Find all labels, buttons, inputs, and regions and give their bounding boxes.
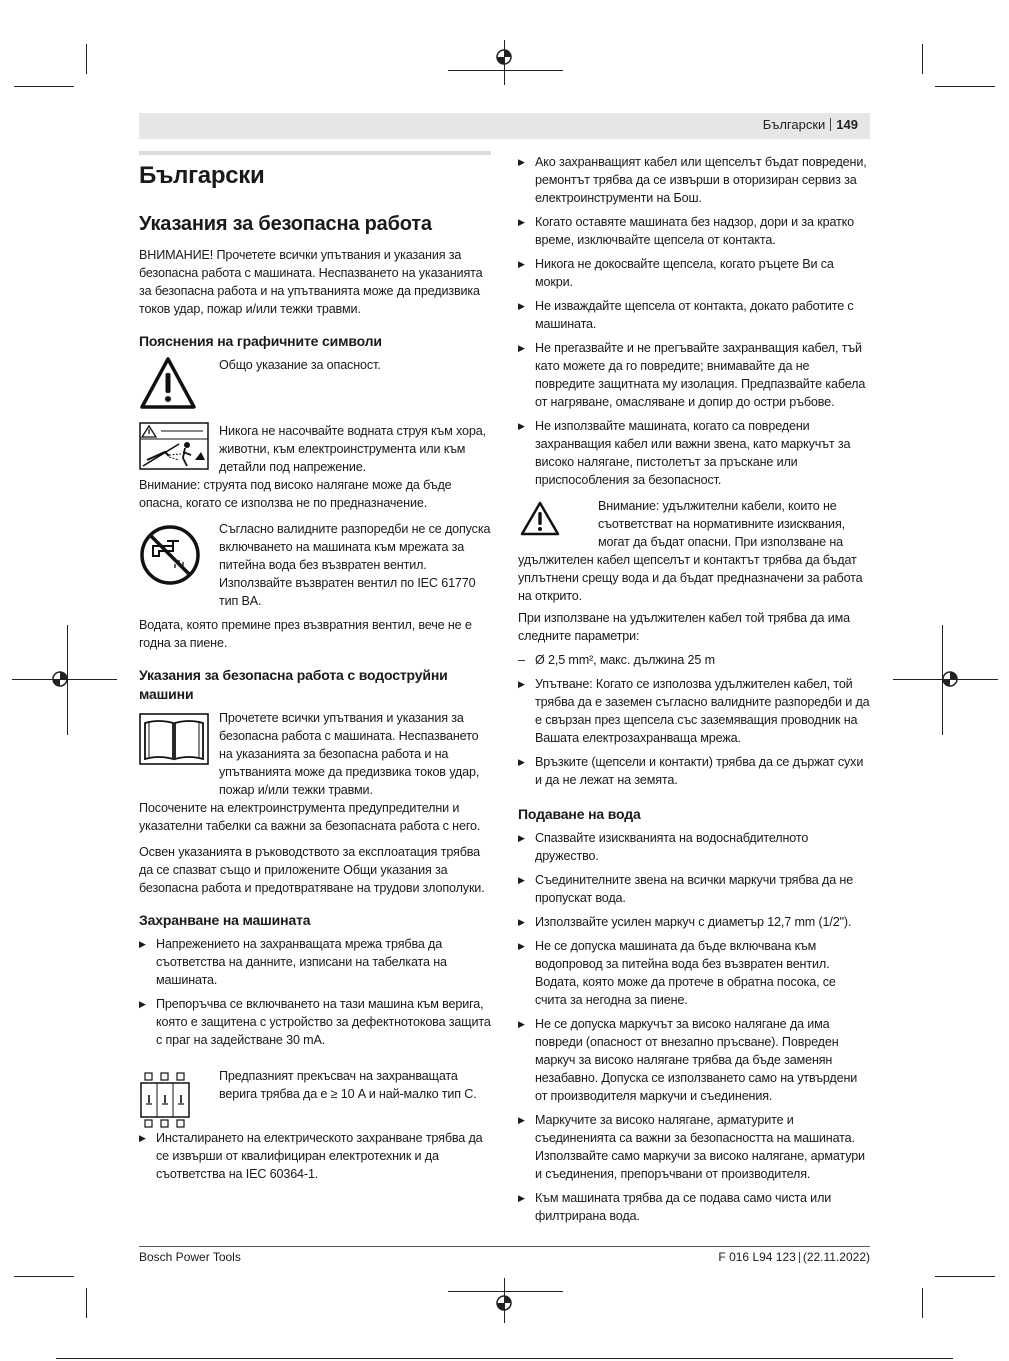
page-number: 149 — [836, 117, 858, 132]
page-header-text — [763, 117, 858, 132]
list-item: ▶ Съединителните звена на всички маркучи трябва да не пропускат вода. — [518, 871, 870, 907]
crop-mark — [922, 1288, 923, 1318]
intro-paragraph: ВНИМАНИЕ! Прочетете всички упътвания и указания за безопасна работа с машината. Неспазването на указанията за безопасна работа и на упътванията може да предизвика токов удар, пожар и/или тежки травми. — [139, 248, 483, 316]
list-item: ▶ Когато оставяте машината без надзор, дори и за кратко време, изключвайте щепсела от контакта. — [518, 213, 870, 249]
extension-params-intro: При използване на удължителен кабел той трябва да има следните параметри: — [518, 611, 850, 643]
read-manual-icon — [139, 713, 209, 765]
crop-mark — [448, 1291, 563, 1292]
crop-mark — [935, 86, 995, 87]
no-spray-at-people-icon — [139, 422, 209, 470]
symbol-tap-text: Съгласно валидните разпоредби не се допуска включването на машината към мрежата за питейна вода без възвратен вентил. Използвайте възвратен вентил по IEC 61770 тип BA. — [219, 522, 491, 608]
section-title: Указания за безопасна работа — [139, 213, 432, 235]
symbol-book-text: Прочетете всички упътвания и указания за безопасна работа с машината. Неспазването на указанията за безопасна работа и на упътванията може да предизвика токов удар, пожар и/или тежки травми. — [219, 711, 480, 797]
list-item: ▶ Спазвайте изискванията на водоснабдителното дружество. — [518, 829, 870, 865]
warning-triangle-icon — [139, 356, 197, 411]
registration-mark-icon — [941, 670, 959, 688]
list-item: ▶ Маркучите за високо налягане, арматурите и съединенията са важни за безопасността на машината. Използвайте само маркучи за високо налягане, арматури и съединения, препоръчвани от производителя. — [518, 1111, 870, 1183]
list-item: ▶ Препоръчва се включването на тази машина към верига, която е защитена с устройство за дефектнотокова защита с праг на задействане 30 mA. — [139, 995, 492, 1049]
list-item: ▶ Напрежението на захранващата мрежа трябва да съответства на данните, изписани на табелката на машината. — [139, 935, 492, 989]
extension-warning-continued: удължителен кабел щепселът и контактът трябва да бъдат уплътнени срещу вода и да бъдат предназначени за работа на открито. — [518, 553, 863, 603]
jet-warning: Внимание: струята под високо налягане може да бъде опасна, когато се използва не по предназначение. — [139, 478, 452, 510]
symbol-danger-text: Общо указание за опасност. — [219, 358, 381, 372]
footer-publisher: Bosch Power Tools — [139, 1250, 241, 1264]
list-item: ▶ Използвайте усилен маркуч с диаметър 12,7 mm (1/2"). — [518, 913, 870, 931]
list-item: ▶ Не използвайте машината, когато са повредени захранващия кабел или важни звена, като маркучът за високо налягане, пистолетът за пръскане или приспособления за безопасност. — [518, 417, 870, 489]
list-item: ▶ Ако захранващият кабел или щепселът бъдат повредени, ремонтът трябва да се извърши в оторизиран сервиз за електроинструменти на Бош. — [518, 153, 870, 207]
list-item: ▶ Връзките (щепсели и контакти) трябва да се държат сухи и да не лежат на земята. — [518, 753, 870, 789]
symbol-breaker-row — [139, 1067, 492, 1129]
circuit-breaker-icon — [139, 1071, 191, 1129]
water-supply-heading: Подаване на вода — [518, 806, 641, 822]
crop-mark — [14, 86, 74, 87]
list-item: ▶ Не изваждайте щепсела от контакта, докато работите с машината. — [518, 297, 870, 333]
list-item: ▶ Не прегазвайте и не прегъвайте захранващия кабел, тъй като можете да го повредите; внимавайте да не повредите защитната му изолация. Предпазвайте кабела от нагряване, омасляване и допир до остри ръбове. — [518, 339, 870, 411]
list-item: ▶ Не се допуска маркучът за високо налягане да има повреди (опасност от внезапно пръсване). Повреден маркуч за високо налягане трябва да бъде заменян незабавно. Допуска се използването само на утвърдени от производителя маркучи и съединения. — [518, 1015, 870, 1105]
footer-doc-code: F 016 L94 123 — [718, 1250, 796, 1264]
title-rule — [139, 151, 491, 155]
symbol-book-row — [139, 709, 492, 799]
general-note: Освен указанията в ръководството за експлоатация трябва да се спазват също и приложените Общи указания за безопасна работа и предотвратяване на трудови злополуки. — [139, 845, 485, 895]
registration-mark-icon — [495, 48, 513, 66]
list-item: ▶ Не се допуска машината да бъде включвана към водопровод за питейна вода без възвратен вентил. Водата, която може да протече в обратна посока, се счита за негодна за пиене. — [518, 937, 870, 1009]
tap-note: Водата, която премине през възвратния вентил, вече не е годна за пиене. — [139, 618, 472, 650]
crop-mark — [86, 1288, 87, 1318]
extension-warning-text: Внимание: удължителни кабели, които не съответстват на нормативните изисквания, могат да бъдат опасни. При използване на — [598, 499, 845, 549]
symbol-danger-row — [139, 356, 492, 416]
registration-mark-icon — [495, 1294, 513, 1312]
list-item: ▶ Упътване: Когато се изполозва удължителен кабел, той трябва да е заземен съгласно валидните разпоредби и да е свързан през щепсела със заземяващия проводник на Вашата електрозахранваща мрежа. — [518, 675, 870, 747]
crop-mark — [935, 1276, 995, 1277]
list-item: ▶ Инсталирането на електрическото захранване трябва да се извърши от квалифициран електротехник и да съответства на IEC 60364-1. — [139, 1129, 492, 1183]
registration-mark-icon — [51, 670, 69, 688]
language-title: Български — [139, 162, 265, 189]
footer-date: (22.11.2022) — [802, 1250, 870, 1264]
crop-mark — [86, 44, 87, 74]
symbols-heading: Пояснения на графичните символи — [139, 333, 382, 349]
power-heading: Захранване на машината — [139, 912, 311, 928]
waterjet-heading: Указания за безопасна работа с водоструйни машини — [139, 667, 448, 702]
no-drinking-water-connection-icon — [139, 524, 201, 586]
symbol-tap-row — [139, 520, 492, 610]
crop-mark — [448, 70, 563, 71]
symbol-jet-row — [139, 422, 492, 476]
labels-note: Посочените на електроинструмента предупредителни и указателни табелки са важни за безопасната работа с него. — [139, 801, 481, 833]
left-column — [139, 246, 492, 1189]
symbol-breaker-text: Предпазният прекъсвач на захранващата верига трябва да е ≥ 10 A и най-малко тип C. — [219, 1069, 477, 1101]
extension-cable-warning — [518, 497, 870, 551]
crop-mark — [14, 1276, 74, 1277]
page-header — [139, 113, 870, 139]
header-section: Български — [762, 117, 826, 132]
right-column — [518, 153, 870, 1231]
list-item: ▶ Никога не докосвайте щепсела, когато ръцете Ви са мокри. — [518, 255, 870, 291]
warning-triangle-icon — [520, 501, 560, 537]
list-item: ▶ Към машината трябва да се подава само чиста или филтрирана вода. — [518, 1189, 870, 1225]
footer-doc-info — [718, 1250, 870, 1264]
crop-mark — [922, 44, 923, 74]
footer-rule — [139, 1246, 870, 1247]
symbol-jet-text: Никога не насочвайте водната струя към хора, животни, към електроинструмента или към детайли под напрежение. — [219, 424, 486, 474]
extension-params: – Ø 2,5 mm², макс. дължина 25 m — [518, 651, 870, 669]
crop-mark — [56, 1358, 953, 1359]
